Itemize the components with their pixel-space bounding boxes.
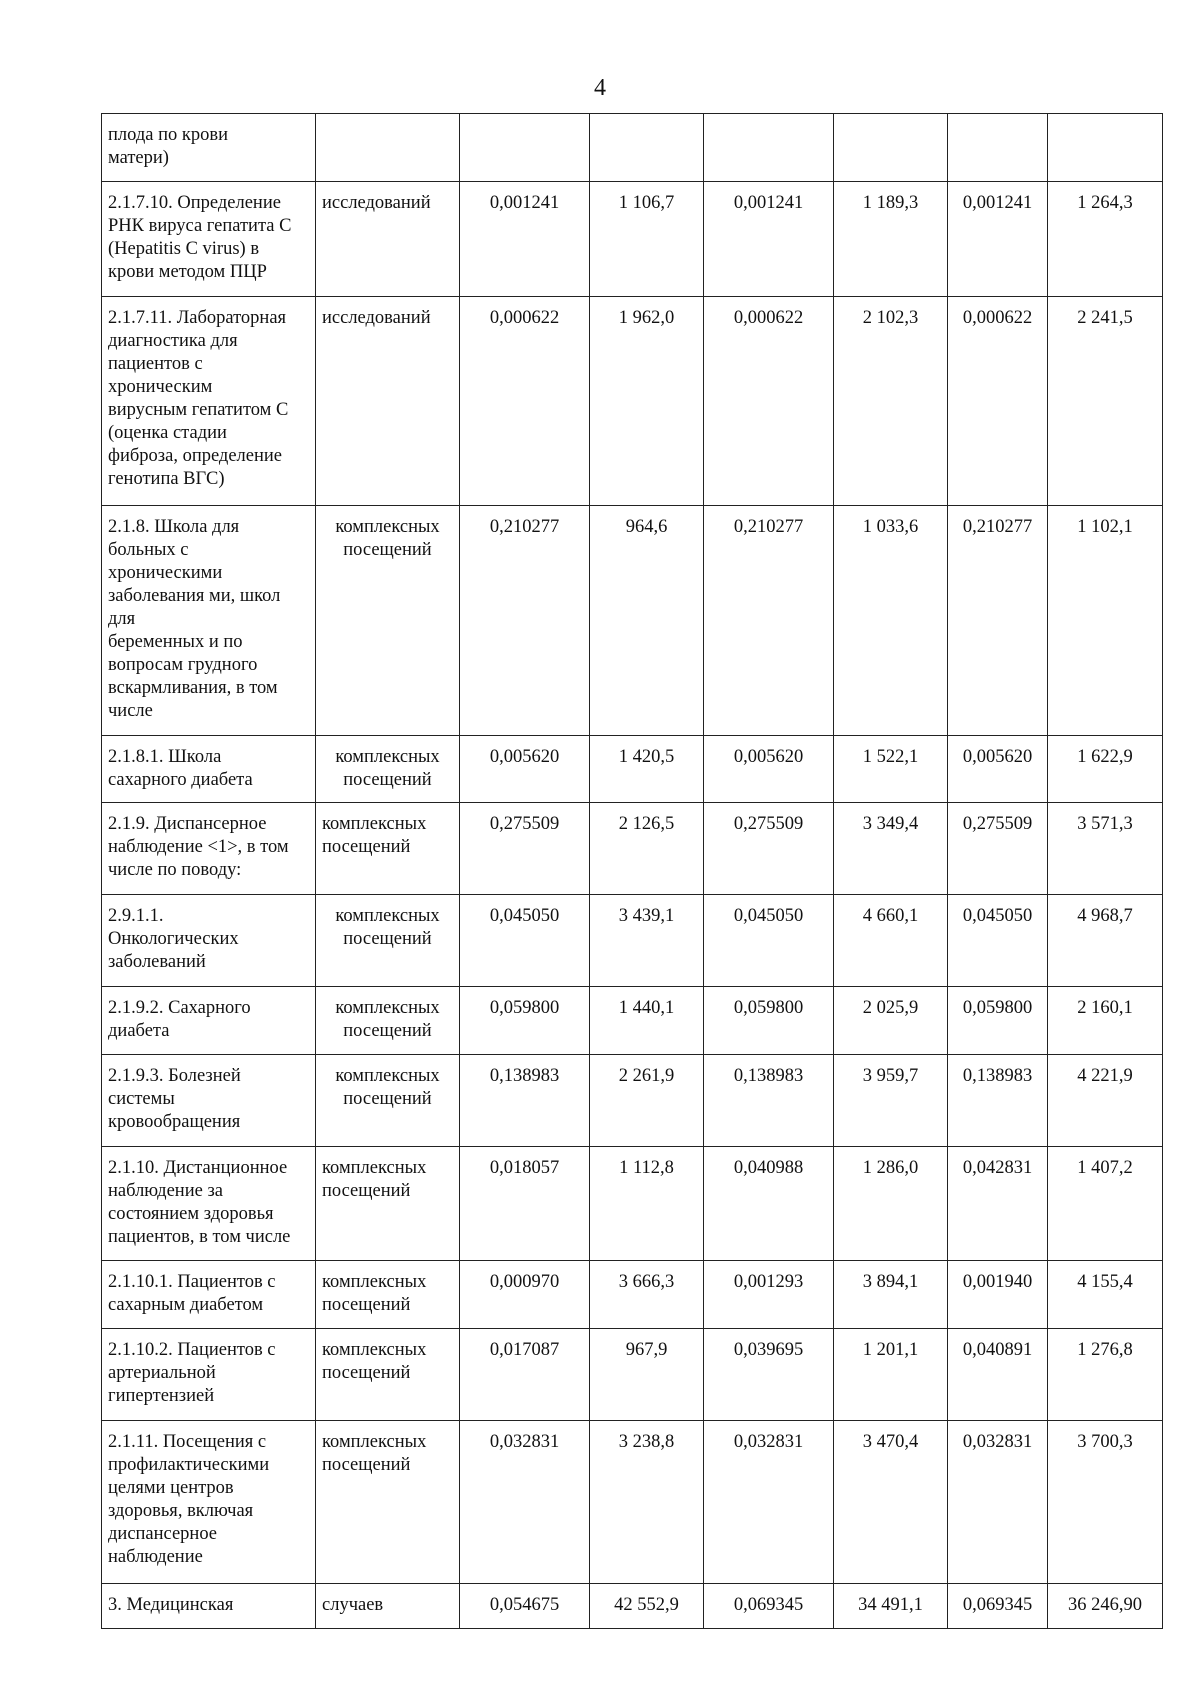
norm-value-cell: 0,210277	[704, 506, 834, 736]
unit-cell: комплексных посещений	[316, 1261, 460, 1329]
norm-value-cell: 0,275509	[460, 803, 590, 895]
cost-value-cell: 3 470,4	[834, 1421, 948, 1584]
norm-value-cell: 0,069345	[948, 1584, 1048, 1629]
cost-value-cell: 1 622,9	[1048, 736, 1163, 803]
norm-value-cell: 0,069345	[704, 1584, 834, 1629]
table-row	[102, 1147, 1163, 1261]
cost-value-cell: 3 349,4	[834, 803, 948, 895]
data-table	[101, 113, 1163, 1629]
table-row	[102, 736, 1163, 803]
page-number: 4	[594, 75, 606, 101]
table-row	[102, 114, 1163, 182]
cost-value-cell: 1 420,5	[590, 736, 704, 803]
unit-cell: комплексных посещений	[316, 1421, 460, 1584]
cost-value-cell: 1 264,3	[1048, 182, 1163, 297]
row-name-cell: 2.1.8.1. Школа сахарного диабета	[102, 736, 316, 803]
norm-value-cell: 0,059800	[460, 987, 590, 1055]
cost-value-cell: 3 700,3	[1048, 1421, 1163, 1584]
norm-value-cell	[948, 114, 1048, 182]
row-name-cell: 2.1.7.11. Лабораторная диагностика для пациентов с хроническим вирусным гепатитом С (оценка стадии фиброза, определение генотипа ВГС)	[102, 297, 316, 506]
cost-value-cell: 964,6	[590, 506, 704, 736]
norm-value-cell: 0,017087	[460, 1329, 590, 1421]
table-row	[102, 182, 1163, 297]
norm-value-cell: 0,000622	[948, 297, 1048, 506]
cost-value-cell: 3 959,7	[834, 1055, 948, 1147]
norm-value-cell: 0,042831	[948, 1147, 1048, 1261]
norm-value-cell: 0,000622	[460, 297, 590, 506]
cost-value-cell: 4 221,9	[1048, 1055, 1163, 1147]
cost-value-cell: 2 160,1	[1048, 987, 1163, 1055]
unit-cell: исследований	[316, 297, 460, 506]
norm-value-cell: 0,039695	[704, 1329, 834, 1421]
norm-value-cell: 0,001241	[460, 182, 590, 297]
cost-value-cell	[834, 114, 948, 182]
table-row	[102, 895, 1163, 987]
cost-value-cell: 3 238,8	[590, 1421, 704, 1584]
unit-cell: комплексных посещений	[316, 987, 460, 1055]
unit-cell: комплексных посещений	[316, 1147, 460, 1261]
row-name-cell: 2.1.10. Дистанционное наблюдение за состоянием здоровья пациентов, в том числе	[102, 1147, 316, 1261]
norm-value-cell: 0,059800	[704, 987, 834, 1055]
table-body	[102, 114, 1163, 1629]
norm-value-cell: 0,059800	[948, 987, 1048, 1055]
norm-value-cell	[460, 114, 590, 182]
unit-cell	[316, 114, 460, 182]
cost-value-cell	[1048, 114, 1163, 182]
cost-value-cell: 1 276,8	[1048, 1329, 1163, 1421]
norm-value-cell: 0,054675	[460, 1584, 590, 1629]
table-row	[102, 297, 1163, 506]
cost-value-cell: 1 440,1	[590, 987, 704, 1055]
cost-value-cell: 1 962,0	[590, 297, 704, 506]
table-row	[102, 1261, 1163, 1329]
norm-value-cell: 0,005620	[704, 736, 834, 803]
norm-value-cell: 0,275509	[704, 803, 834, 895]
row-name-cell: 2.1.9. Диспансерное наблюдение <1>, в том числе по поводу:	[102, 803, 316, 895]
cost-value-cell: 36 246,90	[1048, 1584, 1163, 1629]
cost-value-cell: 1 033,6	[834, 506, 948, 736]
table-row	[102, 1329, 1163, 1421]
norm-value-cell	[704, 114, 834, 182]
table-row	[102, 1421, 1163, 1584]
table-row	[102, 1055, 1163, 1147]
norm-value-cell: 0,210277	[460, 506, 590, 736]
norm-value-cell: 0,040891	[948, 1329, 1048, 1421]
norm-value-cell: 0,032831	[948, 1421, 1048, 1584]
norm-value-cell: 0,001241	[704, 182, 834, 297]
norm-value-cell: 0,032831	[460, 1421, 590, 1584]
row-name-cell: 2.1.7.10. Определение РНК вируса гепатита С (Hepatitis C virus) в крови методом ПЦР	[102, 182, 316, 297]
unit-cell: комплексных посещений	[316, 1329, 460, 1421]
cost-value-cell: 4 660,1	[834, 895, 948, 987]
cost-value-cell: 4 968,7	[1048, 895, 1163, 987]
row-name-cell: 2.1.10.1. Пациентов с сахарным диабетом	[102, 1261, 316, 1329]
cost-value-cell: 967,9	[590, 1329, 704, 1421]
unit-cell: случаев	[316, 1584, 460, 1629]
cost-value-cell: 2 025,9	[834, 987, 948, 1055]
table-row	[102, 1584, 1163, 1629]
norm-value-cell: 0,018057	[460, 1147, 590, 1261]
norm-value-cell: 0,138983	[948, 1055, 1048, 1147]
norm-value-cell: 0,040988	[704, 1147, 834, 1261]
norm-value-cell: 0,210277	[948, 506, 1048, 736]
cost-value-cell	[590, 114, 704, 182]
norm-value-cell: 0,032831	[704, 1421, 834, 1584]
norm-value-cell: 0,138983	[460, 1055, 590, 1147]
table-row	[102, 987, 1163, 1055]
row-name-cell: 2.1.9.3. Болезней системы кровообращения	[102, 1055, 316, 1147]
cost-value-cell: 2 261,9	[590, 1055, 704, 1147]
norm-value-cell: 0,045050	[460, 895, 590, 987]
row-name-cell: 2.1.11. Посещения с профилактическими целями центров здоровья, включая диспансерное наблюдение	[102, 1421, 316, 1584]
cost-value-cell: 1 522,1	[834, 736, 948, 803]
unit-cell: комплексных посещений	[316, 1055, 460, 1147]
row-name-cell: 2.1.10.2. Пациентов с артериальной гипертензией	[102, 1329, 316, 1421]
table-row	[102, 803, 1163, 895]
norm-value-cell: 0,000970	[460, 1261, 590, 1329]
norm-value-cell: 0,138983	[704, 1055, 834, 1147]
norm-value-cell: 0,005620	[948, 736, 1048, 803]
row-name-cell: плода по крови матери)	[102, 114, 316, 182]
unit-cell: комплексных посещений	[316, 736, 460, 803]
norm-value-cell: 0,275509	[948, 803, 1048, 895]
unit-cell: комплексных посещений	[316, 895, 460, 987]
cost-value-cell: 1 112,8	[590, 1147, 704, 1261]
norm-value-cell: 0,001940	[948, 1261, 1048, 1329]
cost-value-cell: 1 286,0	[834, 1147, 948, 1261]
norm-value-cell: 0,000622	[704, 297, 834, 506]
row-name-cell: 2.1.8. Школа для больных с хроническими заболевания ми, школ для беременных и по вопросам грудного вскармливания, в том числе	[102, 506, 316, 736]
unit-cell: комплексных посещений	[316, 506, 460, 736]
cost-value-cell: 1 102,1	[1048, 506, 1163, 736]
cost-value-cell: 2 241,5	[1048, 297, 1163, 506]
cost-value-cell: 1 407,2	[1048, 1147, 1163, 1261]
cost-value-cell: 3 894,1	[834, 1261, 948, 1329]
cost-value-cell: 1 201,1	[834, 1329, 948, 1421]
table-row	[102, 506, 1163, 736]
row-name-cell: 2.9.1.1. Онкологических заболеваний	[102, 895, 316, 987]
cost-value-cell: 3 571,3	[1048, 803, 1163, 895]
cost-value-cell: 4 155,4	[1048, 1261, 1163, 1329]
norm-value-cell: 0,001293	[704, 1261, 834, 1329]
norm-value-cell: 0,045050	[704, 895, 834, 987]
cost-value-cell: 2 126,5	[590, 803, 704, 895]
cost-value-cell: 1 106,7	[590, 182, 704, 297]
cost-value-cell: 3 666,3	[590, 1261, 704, 1329]
row-name-cell: 3. Медицинская	[102, 1584, 316, 1629]
row-name-cell: 2.1.9.2. Сахарного диабета	[102, 987, 316, 1055]
unit-cell: комплексных посещений	[316, 803, 460, 895]
cost-value-cell: 3 439,1	[590, 895, 704, 987]
cost-value-cell: 2 102,3	[834, 297, 948, 506]
norm-value-cell: 0,005620	[460, 736, 590, 803]
cost-value-cell: 34 491,1	[834, 1584, 948, 1629]
unit-cell: исследований	[316, 182, 460, 297]
cost-value-cell: 42 552,9	[590, 1584, 704, 1629]
norm-value-cell: 0,001241	[948, 182, 1048, 297]
cost-value-cell: 1 189,3	[834, 182, 948, 297]
norm-value-cell: 0,045050	[948, 895, 1048, 987]
